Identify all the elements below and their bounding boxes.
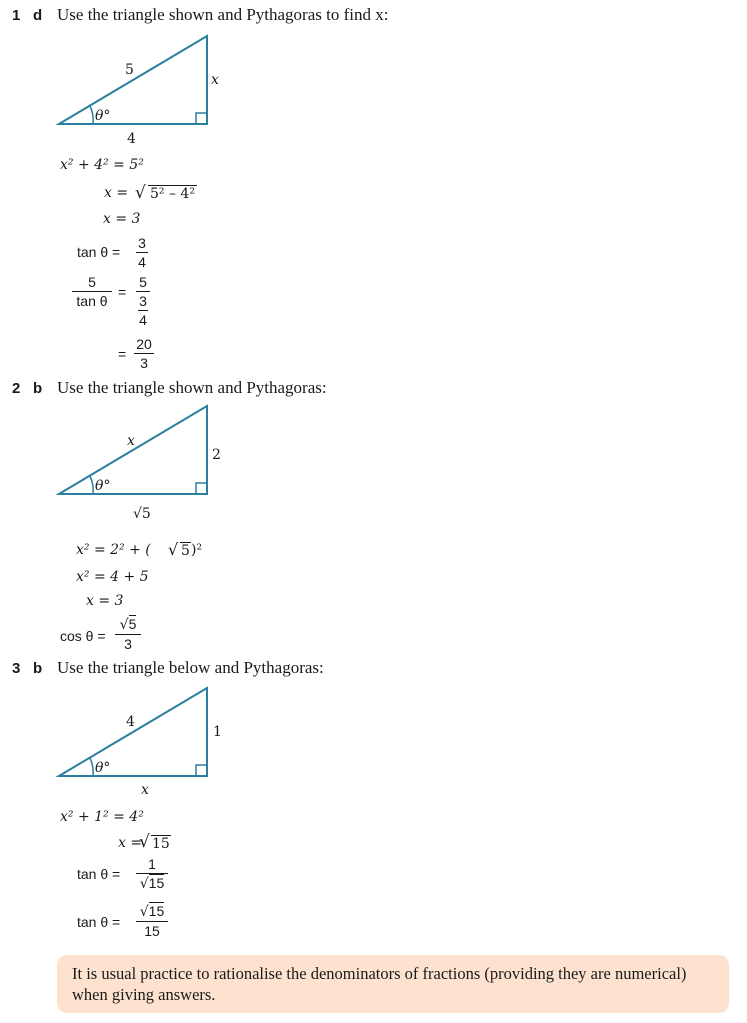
equation-line: x = 3 — [86, 593, 124, 609]
adj-label: √5 — [133, 506, 151, 522]
equals-sign: = — [118, 284, 127, 300]
question-number: 1 — [12, 7, 21, 24]
tan-lhs: tan θ = — [77, 914, 121, 930]
tan-lhs: tan θ = — [77, 866, 121, 882]
hyp-label: 4 — [126, 714, 135, 730]
angle-label: θ° — [95, 478, 111, 494]
sqrt-sign: √ — [139, 832, 150, 852]
angle-label: θ° — [95, 108, 111, 124]
question-number: 2 — [12, 380, 21, 397]
equation-line-part: )² — [191, 542, 203, 558]
question-text: Use the triangle shown and Pythagoras to find x: — [57, 5, 389, 24]
equation-lhs: x = — [104, 185, 129, 201]
radicand: 5² – 4² — [150, 186, 195, 202]
question-part: b — [33, 380, 43, 397]
sqrt-sign: √ — [135, 183, 146, 203]
question-part: d — [33, 7, 43, 24]
opp-label: x — [211, 72, 219, 88]
question-part: b — [33, 660, 43, 677]
fraction: 5 tan θ — [72, 274, 112, 309]
equation-line: x² + 1² = 4² — [60, 809, 144, 825]
equation-line: x² = 4 + 5 — [76, 569, 149, 585]
note-text: It is usual practice to rationalise the denominators of fractions (providing they are numerical) when giving answers. — [72, 964, 687, 1004]
question-text: Use the triangle shown and Pythagoras: — [57, 378, 327, 397]
complex-fraction: 5 3 4 — [136, 274, 150, 328]
hyp-label: 5 — [125, 62, 134, 78]
opp-label: 1 — [213, 724, 222, 740]
question-text: Use the triangle below and Pythagoras: — [57, 658, 324, 677]
info-note — [57, 955, 729, 1013]
equation-line: x² + 4² = 5² — [60, 157, 144, 173]
equation-line-part: x² = 2² + ( — [76, 542, 151, 558]
equation-line: x = 3 — [103, 211, 141, 227]
triangle-diagram-3 — [55, 683, 235, 805]
fraction: √15 15 — [136, 903, 168, 939]
triangle-diagram-2 — [55, 402, 235, 524]
adj-label: 4 — [127, 131, 136, 147]
equation-lhs: x = — [118, 835, 143, 851]
angle-label: θ° — [95, 760, 111, 776]
fraction: 1 √15 — [136, 856, 168, 892]
radicand: 5 — [181, 543, 190, 559]
adj-label: x — [141, 782, 149, 798]
fraction: 20 3 — [134, 336, 154, 371]
question-number: 3 — [12, 660, 21, 677]
fraction: √5 3 — [115, 616, 141, 652]
tan-lhs: tan θ = — [77, 244, 121, 260]
opp-label: 2 — [212, 447, 221, 463]
fraction: 3 4 — [136, 235, 148, 270]
triangle-diagram-1 — [55, 30, 235, 150]
cos-lhs: cos θ = — [60, 628, 106, 644]
radicand: 15 — [152, 836, 170, 852]
hyp-label: x — [127, 433, 135, 449]
sqrt-sign: √ — [168, 540, 179, 559]
equals-sign: = — [118, 346, 127, 362]
